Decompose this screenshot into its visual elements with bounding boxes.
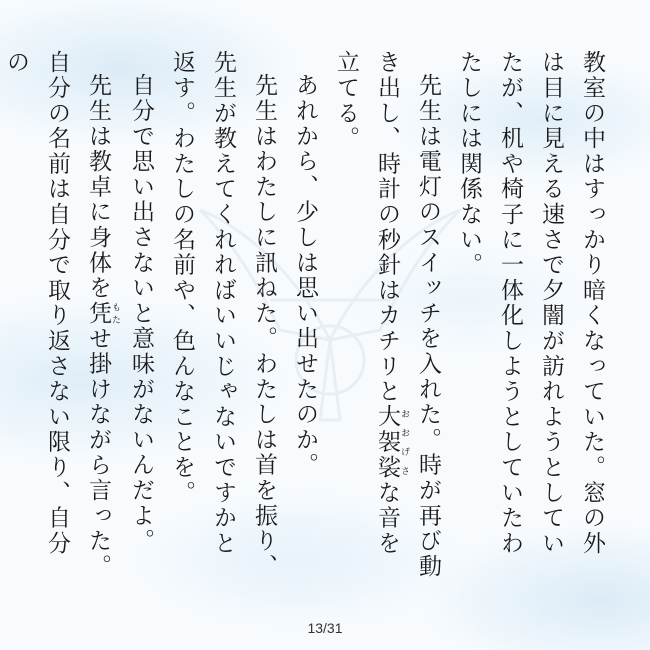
- text-segment: 自分で思い出さないと意味がないんだよ。: [128, 73, 154, 554]
- ruby-reading: もた: [110, 300, 120, 327]
- text-segment: 教室の中はすっかり暗くなっていた。窓の外は目に見える速さで夕闇が訪れようとしていたが、机や椅子に一体化しようとしていたわたしには関係ない。: [456, 50, 605, 556]
- paragraph: [0, 50, 120, 580]
- page-number: 13/31: [307, 620, 343, 636]
- text-segment: 先生は教卓に身体を: [85, 73, 111, 301]
- text-segment: 先生は電灯のスイッチを入れた。時が再び動き出し、時計の秒針はカチリと: [374, 50, 441, 579]
- paragraph: [284, 50, 325, 580]
- paragraph: [448, 50, 612, 580]
- novel-text: [3, 50, 612, 580]
- text-segment: せ掛けながら言った。自分の名前は自分で取り返さない限り、自分の: [3, 50, 111, 580]
- ruby-word: [374, 404, 409, 481]
- ruby-base: 凭: [85, 300, 111, 327]
- paragraph: [325, 50, 448, 580]
- text-segment: あれから、少しは思い出せたのか。: [292, 73, 318, 478]
- text-segment: な音を立てる。: [333, 50, 400, 557]
- text-segment: 先生はわたしに訊ねた。わたしは首を振り、先生が教えてくれればいいじゃないですかと返す。わたしの名前や、色んなことを。: [169, 50, 277, 579]
- paragraph: [161, 50, 284, 580]
- paragraph: [120, 50, 161, 580]
- ruby-reading: おおげさ: [399, 404, 409, 481]
- ruby-word: [85, 300, 120, 327]
- ruby-base: 大袈裟: [374, 404, 400, 481]
